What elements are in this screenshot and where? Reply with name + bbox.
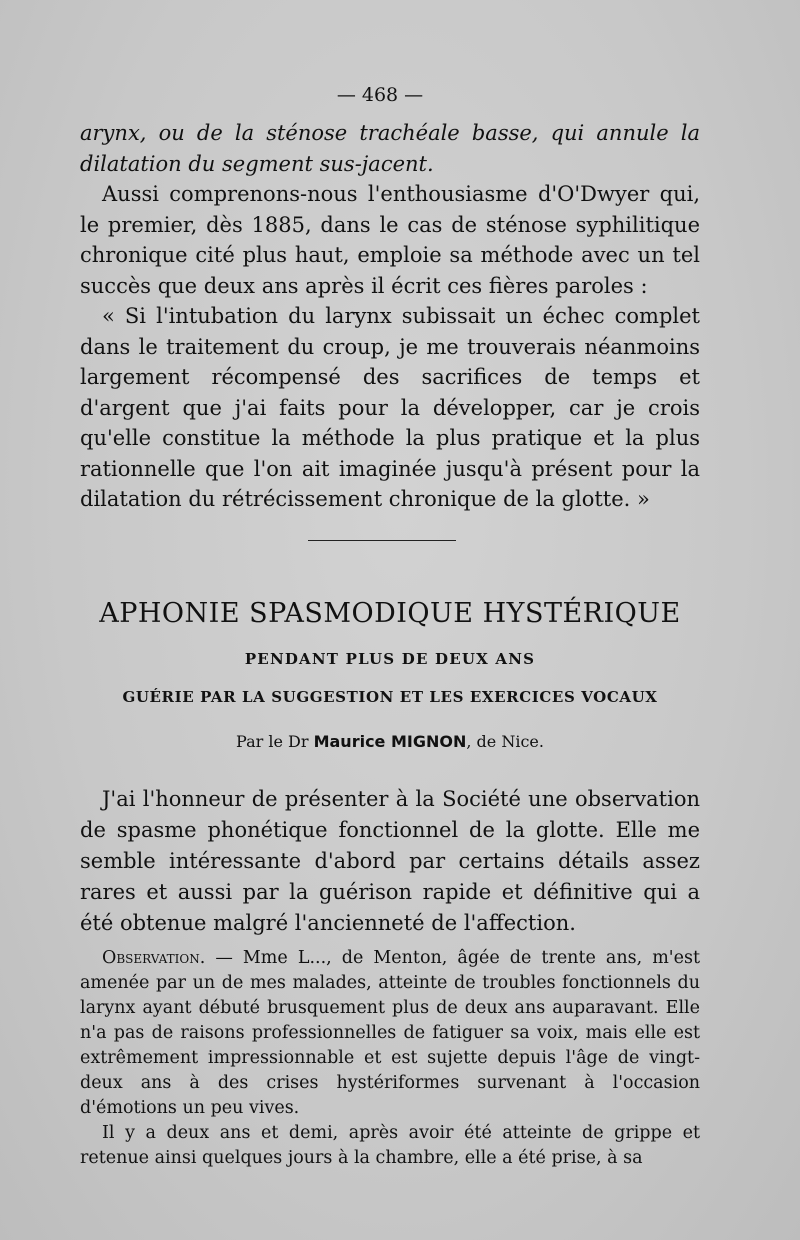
page-number: — 468 —: [336, 84, 424, 106]
byline: [80, 732, 700, 751]
quotation-paragraph: « Si l'intubation du larynx subissait un échec complet dans le traitement du croup, je me trouverais néanmoins largement récompensé des sacrifices de temps et d'argent que j'ai faits pour la développer, car je crois qu'elle constitue la méthode la plus pratique et la plus rationnelle que l'on ait imaginée jusqu'à présent pour la dilatation du rétrécissement chronique de la glotte. »: [80, 304, 700, 511]
section-divider: [308, 540, 456, 541]
observation-section: [80, 946, 700, 1171]
byline-suffix: , de Nice.: [466, 732, 544, 751]
observation-label: Observation.: [102, 948, 206, 968]
intro-section: [80, 784, 700, 939]
paragraph-last: Il y a deux ans et demi, après avoir été atteinte de grippe et retenue ainsi quelques jours à la chambre, elle a été prise, à sa: [80, 1123, 700, 1168]
article-subtitle-cure: GUÉRIE PAR LA SUGGESTION ET LES EXERCICES VOCAUX: [122, 688, 658, 706]
continuation-italic-text: arynx, ou de la sténose trachéale basse, qui annule la dilatation du segment sus-jacent.: [80, 121, 700, 176]
byline-prefix: Par le Dr: [236, 732, 314, 751]
article-title: APHONIE SPASMODIQUE HYSTÉRIQUE: [99, 598, 681, 629]
intro-paragraph: J'ai l'honneur de présenter à la Société une observation de spasme phonétique fonctionnel de la glotte. Elle me semble intéressante d'abord par certains détails assez rares et aussi par la guérison rapide et définitive qui a été obtenue malgré l'ancienneté de l'affection.: [80, 787, 700, 935]
continuation-section: [80, 118, 700, 515]
paragraph-odwyer: Aussi comprenons-nous l'enthousiasme d'O'Dwyer qui, le premier, dès 1885, dans le cas de sténose syphilitique chronique cité plus haut, emploie sa méthode avec un tel succès que deux ans après il écrit ces fières paroles :: [80, 182, 700, 298]
article-subtitle-duration: PENDANT PLUS DE DEUX ANS: [244, 650, 536, 668]
author-name: Maurice MIGNON: [313, 732, 467, 751]
observation-paragraph: [80, 946, 700, 1121]
observation-text: — Mme L..., de Menton, âgée de trente ans, m'est amenée par un de mes malades, atteinte de troubles fonctionnels du larynx ayant débuté brusquement plus de deux ans auparavant. Elle n'a pas de raisons professionnelles de fatiguer sa voix, mais elle est extrêmement impressionnable et est sujette depuis l'âge de vingt-deux ans à des crises hystériformes survenant à l'occasion d'émotions un peu vives.: [80, 948, 700, 1118]
